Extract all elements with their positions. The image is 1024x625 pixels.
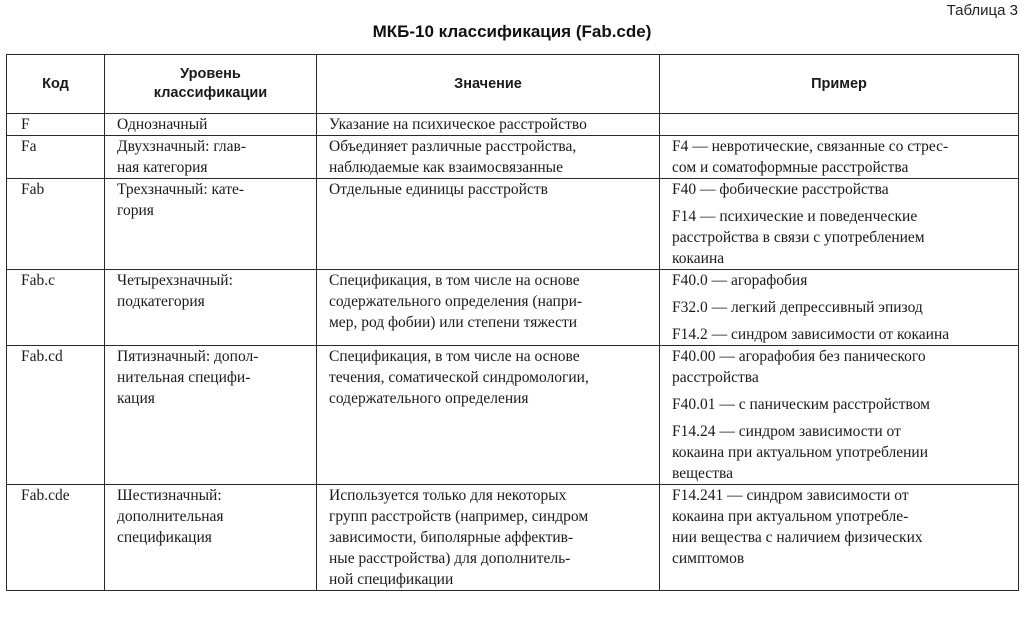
cell-meaning xyxy=(317,270,660,346)
example-entry xyxy=(672,346,1010,388)
cell-meaning xyxy=(317,346,660,485)
table-row xyxy=(7,346,1019,485)
table-row xyxy=(7,114,1019,136)
cell-meaning xyxy=(317,179,660,270)
cell-level xyxy=(105,179,317,270)
header-level-line: классификации xyxy=(153,85,268,101)
cell-level-line: кация xyxy=(117,390,155,407)
header-level-line: Уровень xyxy=(180,66,241,82)
cell-meaning-line: Спецификация, в том числе на основе xyxy=(329,272,580,289)
example-line: F40.0 — агорафобия xyxy=(672,272,808,289)
example-line: симптомов xyxy=(672,550,745,567)
cell-meaning-line: наблюдаемые как взаимосвязанные xyxy=(329,159,563,176)
cell-meaning-line: групп расстройств (например, синдром xyxy=(329,508,589,525)
table-body xyxy=(7,114,1019,591)
cell-example xyxy=(660,114,1019,136)
cell-level-line: спецификация xyxy=(117,529,212,546)
table-title: МКБ-10 классификация (Fab.cde) xyxy=(372,22,652,41)
cell-meaning-line: Объединяет различные расстройства, xyxy=(329,138,577,155)
example-line: F14.24 — синдром зависимости от xyxy=(672,423,901,440)
cell-example xyxy=(660,179,1019,270)
table-number-label: Таблица 3 xyxy=(946,2,1018,19)
cell-code: Fab.cde xyxy=(7,485,105,591)
table-row xyxy=(7,270,1019,346)
table-row xyxy=(7,136,1019,179)
cell-level-line: гория xyxy=(117,202,154,219)
cell-meaning xyxy=(317,485,660,591)
cell-code: Fab.cd xyxy=(7,346,105,485)
cell-code: Fab.c xyxy=(7,270,105,346)
example-line: вещества xyxy=(672,465,733,482)
example-line: F14.241 — синдром зависимости от xyxy=(672,487,909,504)
cell-meaning-line: ные расстройства) для дополнитель- xyxy=(329,550,571,567)
cell-example xyxy=(660,136,1019,179)
header-example: Пример xyxy=(660,55,1019,114)
cell-example xyxy=(660,485,1019,591)
cell-meaning-line: Отдельные единицы расстройств xyxy=(329,181,548,198)
cell-level-line: нительная специфи- xyxy=(117,369,251,386)
cell-meaning-line: Указание на психическое расстройство xyxy=(329,116,587,133)
cell-level-line: ная категория xyxy=(117,159,208,176)
cell-meaning xyxy=(317,136,660,179)
example-entry xyxy=(672,136,1010,178)
example-line: F32.0 — легкий депрессивный эпизод xyxy=(672,299,923,316)
example-entry xyxy=(672,421,1010,484)
example-line: кокаина xyxy=(672,250,725,267)
cell-meaning-line: содержательного определения xyxy=(329,390,529,407)
header-row xyxy=(7,55,1019,114)
cell-level-line: подкатегория xyxy=(117,293,205,310)
cell-level xyxy=(105,136,317,179)
example-entry xyxy=(672,270,1010,291)
icd10-classification-table xyxy=(6,54,1019,591)
example-entry xyxy=(672,297,1010,318)
cell-meaning-line: зависимости, биполярные аффектив- xyxy=(329,529,574,546)
header-level xyxy=(105,55,317,114)
cell-level-line: дополнительная xyxy=(117,508,224,525)
example-line: расстройства xyxy=(672,369,759,386)
example-line: F40 — фобические расстройства xyxy=(672,181,889,198)
cell-level-line: Четырехзначный: xyxy=(117,272,233,289)
cell-meaning-line: Спецификация, в том числе на основе xyxy=(329,348,580,365)
example-line: F40.01 — с паническим расстройством xyxy=(672,396,930,413)
cell-meaning-line: Используется только для некоторых xyxy=(329,487,567,504)
example-line: F40.00 — агорафобия без панического xyxy=(672,348,926,365)
cell-example xyxy=(660,346,1019,485)
example-line: нии вещества с наличием физических xyxy=(672,529,923,546)
header-meaning: Значение xyxy=(317,55,660,114)
example-line: F14 — психические и поведенческие xyxy=(672,208,918,225)
example-entry xyxy=(672,324,1010,345)
cell-meaning-line: мер, род фобии) или степени тяжести xyxy=(329,314,578,331)
table-row xyxy=(7,485,1019,591)
cell-level xyxy=(105,485,317,591)
header-code: Код xyxy=(7,55,105,114)
example-entry xyxy=(672,394,1010,415)
example-line: кокаина при актуальном употреблении xyxy=(672,444,928,461)
cell-meaning-line: содержательного определения (напри- xyxy=(329,293,583,310)
example-line: расстройства в связи с употреблением xyxy=(672,229,925,246)
cell-code: F xyxy=(7,114,105,136)
cell-code: Fab xyxy=(7,179,105,270)
table-row xyxy=(7,179,1019,270)
example-line: F4 — невротические, связанные со стрес- xyxy=(672,138,949,155)
example-entry xyxy=(672,206,1010,269)
example-entry xyxy=(672,179,1010,200)
cell-level-line: Шестизначный: xyxy=(117,487,222,504)
cell-level-line: Однозначный xyxy=(117,116,208,133)
cell-level-line: Пятизначный: допол- xyxy=(117,348,259,365)
cell-meaning-line: ной спецификации xyxy=(329,571,454,588)
cell-meaning xyxy=(317,114,660,136)
example-line: кокаина при актуальном употребле- xyxy=(672,508,909,525)
example-line: F14.2 — синдром зависимости от кокаина xyxy=(672,326,950,343)
cell-level-line: Двухзначный: глав- xyxy=(117,138,246,155)
cell-example xyxy=(660,270,1019,346)
cell-level xyxy=(105,346,317,485)
cell-level-line: Трехзначный: кате- xyxy=(117,181,245,198)
cell-meaning-line: течения, соматической синдромологии, xyxy=(329,369,589,386)
cell-level xyxy=(105,270,317,346)
cell-level xyxy=(105,114,317,136)
cell-code: Fa xyxy=(7,136,105,179)
example-entry xyxy=(672,485,1010,569)
example-line: сом и соматоформные расстройства xyxy=(672,159,909,176)
